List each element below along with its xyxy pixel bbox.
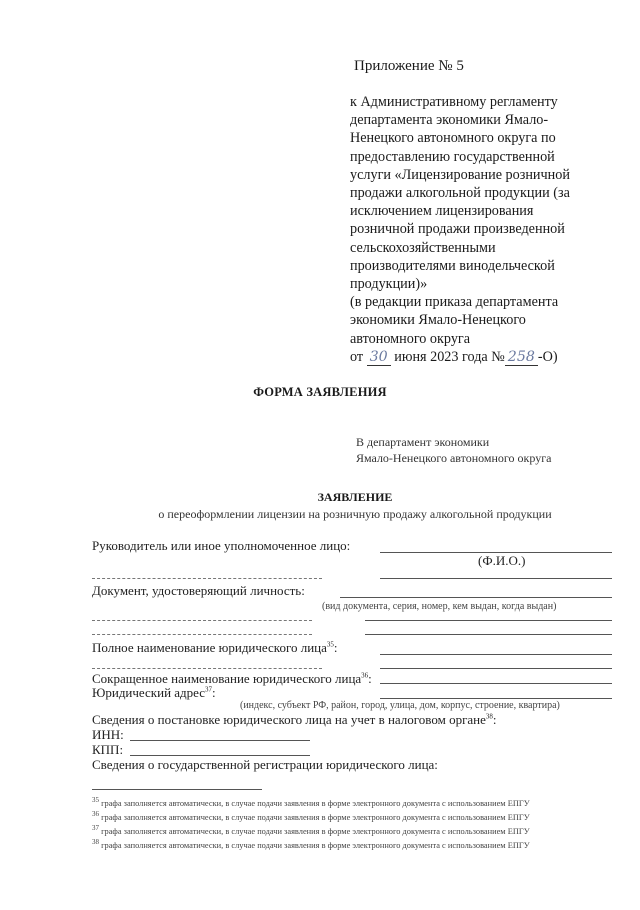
head-label: Руководитель или иное уполномоченное лицо:	[92, 538, 351, 553]
address-label: Юридический адрес$^{37}$:	[92, 685, 216, 700]
document-input-line-5[interactable]	[365, 634, 612, 635]
footnote-36: $^{36}$ графа заполняется автоматически, в случае подачи заявления в форме электронного документа с использованием ЕПГУ	[92, 810, 530, 822]
appendix-block	[350, 58, 600, 366]
full-name-input-line[interactable]	[380, 654, 612, 655]
appendix-line: к Административному регламенту	[350, 94, 558, 110]
appendix-date-line	[350, 348, 600, 366]
address-input-line[interactable]	[380, 698, 612, 699]
tax-label-text: Сведения о постановке юридического лица на учет в налоговом органе	[92, 712, 486, 727]
footnote-37: $^{37}$ графа заполняется автоматически, в случае подачи заявления в форме электронного документа с использованием ЕПГУ	[92, 824, 530, 836]
order-suffix: -О)	[537, 348, 558, 365]
footnote-ref-38: 38	[485, 712, 493, 721]
inn-input-line[interactable]	[130, 740, 310, 741]
document-input-line-4[interactable]	[92, 634, 312, 635]
date-prefix: от	[350, 348, 364, 365]
order-number-handwritten: 258	[505, 349, 538, 366]
appendix-line: розничной продажи произведенной	[350, 221, 565, 238]
short-name-label: Сокращенное наименование юридического лица$^{36}$:	[92, 671, 372, 686]
document-input-line-3[interactable]	[365, 620, 612, 621]
appendix-line: сельскохозяйственными	[350, 239, 496, 256]
full-name-label-text: Полное наименование юридического лица	[92, 640, 327, 655]
appendix-line: Ненецкого автономного округа по	[350, 130, 556, 147]
appendix-line: исключением лицензирования	[350, 203, 534, 220]
registration-label: Сведения о государственной регистрации юридического лица:	[92, 757, 438, 772]
form-title: ФОРМА ЗАЯВЛЕНИЯ	[253, 385, 387, 399]
footnote-ref-35: 35	[326, 640, 334, 649]
head-input-line-3[interactable]	[380, 578, 612, 579]
appendix-line: продукции)»	[350, 276, 428, 293]
appendix-line: (в редакции приказа департамента	[350, 294, 559, 311]
kpp-label: КПП:	[92, 742, 124, 757]
head-input-line-2[interactable]	[92, 578, 322, 579]
date-mid: июня 2023 года №	[394, 348, 505, 365]
full-name-input-line-2[interactable]	[92, 668, 322, 669]
document-input-line[interactable]	[340, 597, 612, 598]
address-label-text: Юридический адрес	[92, 685, 206, 700]
appendix-line: департамента экономики Ямало-	[350, 112, 549, 129]
fio-hint: (Ф.И.О.)	[478, 553, 526, 568]
short-name-input-line[interactable]	[380, 683, 612, 684]
recipient-line: Ямало-Ненецкого автономного округа	[356, 451, 552, 465]
recipient-line: В департамент экономики	[356, 435, 490, 449]
appendix-number: Приложение № 5	[354, 58, 464, 74]
recipient-block	[356, 434, 551, 466]
appendix-text	[350, 93, 600, 366]
document-label: Документ, удостоверяющий личность:	[92, 583, 305, 598]
short-name-label-text: Сокращенное наименование юридического лица	[92, 671, 362, 686]
footnote-ref-36: 36	[361, 671, 369, 680]
appendix-line: продажи алкогольной продукции (за	[350, 185, 570, 202]
statement-subtitle: о переоформлении лицензии на розничную продажу алкогольной продукции	[158, 507, 552, 521]
document-hint: (вид документа, серия, номер, кем выдан, когда выдан)	[322, 601, 557, 612]
footnote-38: $^{38}$ графа заполняется автоматически, в случае подачи заявления в форме электронного документа с использованием ЕПГУ	[92, 838, 530, 850]
address-hint: (индекс, субъект РФ, район, город, улица, дом, корпус, строение, квартира)	[240, 700, 560, 711]
footnote-separator	[92, 789, 262, 790]
appendix-line: предоставлению государственной	[350, 148, 555, 165]
full-name-label: Полное наименование юридического лица$^{35}$:	[92, 640, 338, 655]
tax-label: Сведения о постановке юридического лица на учет в налоговом органе$^{38}$:	[92, 712, 497, 727]
appendix-line: производителями винодельческой	[350, 257, 555, 274]
footnote-ref-37: 37	[205, 685, 213, 694]
kpp-input-line[interactable]	[130, 755, 310, 756]
inn-label: ИНН:	[92, 727, 124, 742]
document-input-line-2[interactable]	[92, 620, 312, 621]
full-name-input-line-3[interactable]	[380, 668, 612, 669]
appendix-line: автономного округа	[350, 330, 471, 347]
date-day-handwritten: 30	[367, 349, 391, 366]
appendix-line: экономики Ямало-Ненецкого	[350, 312, 526, 329]
statement-title: ЗАЯВЛЕНИЕ	[317, 490, 393, 504]
appendix-line: услуги «Лицензирование розничной	[350, 166, 570, 183]
footnote-35: $^{35}$ графа заполняется автоматически, в случае подачи заявления в форме электронного документа с использованием ЕПГУ	[92, 796, 530, 808]
